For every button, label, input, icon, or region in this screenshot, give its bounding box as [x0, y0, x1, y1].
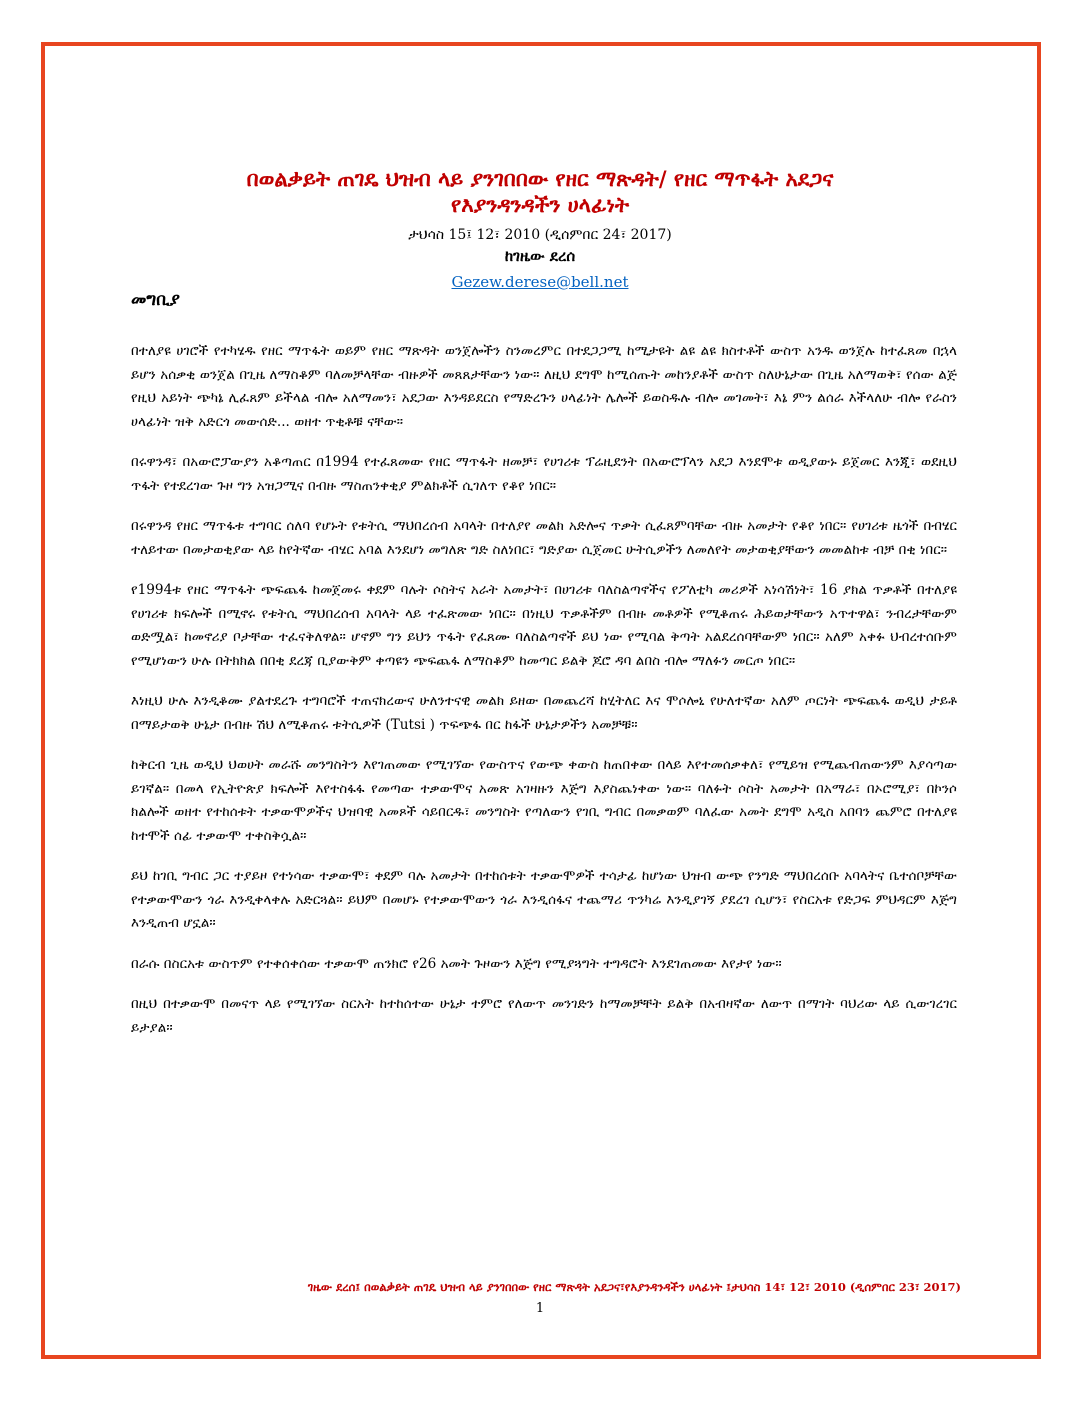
body-paragraph-7: ይህ ከገቢ ግብር ጋር ተያይዞ የተነሳው ተቃውሞ፣ ቀደም ባሉ አመታት በተከሰቱት ተቃውሞዎች ተሳታፊ ከሆነው ህዝብ ውጭ የንግድ ማህበረሰቡ አባላትና ቤተሰቦቻቸው የተቃውሞውን ጎራ እንዲቀላቀሉ አድርጓል። ይህም በመሆኑ የተቃውሞውን ጎራ እንዲሰፋና ተጨማሪ ጥንካሬ እንዲያገኝ ያደረገ ሲሆን፣ የስርአቱ የድጋፍ ምህዳርም እጅግ እንዲጠብ ሆኗል።	[131, 868, 957, 931]
document-body	[131, 340, 957, 1057]
document-date: ታህሳስ 15፤ 12፣ 2010 (ዲሰምበር 24፣ 2017)	[408, 227, 672, 243]
page-number: 1	[535, 1301, 545, 1316]
author-email-link[interactable]: Gezew.derese@bell.net	[451, 273, 629, 291]
document-author: ከገዜው ደረሰ	[504, 247, 576, 265]
document-title-line-2: የእያንዳንዳችን ሀላፊነት	[450, 192, 630, 217]
body-paragraph-8: በራሱ በስርአቱ ውስጥም የተቀሰቀሰው ተቃውሞ ጠንክሮ የ26 አመት ጉዞውን እጅግ የሚያጓግት ተግዳሮት እንደገጠመው እየታየ ነው።	[131, 955, 782, 972]
title-block	[130, 166, 950, 292]
section-heading: መግቢያ	[131, 290, 180, 310]
body-paragraph-9: በዚህ በተቃውሞ በመናጥ ላይ የሚገኘው ስርአት ከተከሰተው ሁኔታ ተምሮ የለውጥ መንገድን ከማመቻቸት ይልቅ በአብዛኛው ለውጥ በማገት ባህሪው ላይ ሲውገረገር ይታያል።	[131, 996, 957, 1036]
document-title-line-1: በወልቃይት ጠገዴ ህዝብ ላይ ያንገበበው የዘር ማጽዳት/ የዘር ማጥፋት አደጋና	[246, 166, 834, 191]
body-paragraph-4: የ1994ቱ የዘር ማጥፋት ጭፍጨፋ ከመጀመሩ ቀደም ባሉት ሶስትና አራት አመታት፣ በሀገሪቱ ባለስልጣኖችና የፖለቲካ መሪዎች አነሳሽነት፣ 16 ያክል ጥቃቶች በተለያዩ የሀገሪቱ ክፍሎች በሚኖሩ የቱትሲ ማህበረሰብ አባላት ላይ ተፈጽመው ነበር። በነዚህ ጥቃቶችም በብዙ መቶዎች የሚቆጠሩ ሕይወታቸውን አጥተዋል፣ ንብረታቸውም ወድሟል፣ ከመኖሪያ ቦታቸው ተፈናቅለዋል። ሆኖም ግን ይህን ጥፋት የፈጸሙ ባለስልጣኖች ይህ ነው የሚባል ቅጣት አልደረሰባቸውም ነበር። አለም አቀፉ ህብረተሰቡም የሚሆነውን ሁሉ በትክክል በበቂ ደረጃ ቢያውቅም ቀጣዩን ጭፍጨፋ ለማስቆም ከመጣር ይልቅ ጆሮ ዳባ ልበስ ብሎ ማለፉን መርጦ ነበር።	[131, 582, 957, 669]
body-paragraph-2: በሩዋንዳ፣ በአውሮፓውያን አቆጣጠር በ1994 የተፈጸመው የዘር ማጥፋት ዘመቻ፣ የሀገሪቱ ፕሬዚደንት በአውሮፕላን አደጋ እንደሞቱ ወዲያውኑ ይጀመር እንጂ፣ ወደዚህ ጥፋት የተደረገው ጉዞ ግን አዝጋሚና በብዙ ማስጠንቀቂያ ምልክቶች ሲገለጥ የቆየ ነበር።	[131, 454, 957, 494]
body-paragraph-6: ከቅርብ ጊዜ ወዲህ ህወሀት መራሹ መንግስትን እየገጠመው የሚገኘው የውስጥና የውጭ ቀውስ ከጠበቀው በላይ እየተመሰቃቀለ፣ የሚይዝ የሚጨብጠውንም እያሳጣው ይገኛል። በመላ የኢትዮጵያ ክፍሎች እየተስፋፋ የመጣው ተቃውሞና አመጽ አገዛዙን እጅግ እያስጨነቀው ነው። ባለፉት ሶስት አመታት በአማራ፣ በኦሮሚያ፣ በኮንሶ ክልሎች ወዘተ የተከሰቱት ተቃውሞዎችና ህዝባዊ አመጾች ሳይበርዱ፣ መንግስት የጣለውን የገቢ ግብር በመቃወም ባለፈው አመት ደግሞ አዲስ አበባን ጨምሮ በተለያዩ ከተሞች ሰፊ ተቃውሞ ተቀስቅሷል።	[131, 757, 957, 844]
body-paragraph-3: በሩዋንዳ የዘር ማጥፋቱ ተግባር ሰለባ የሆኑት የቱትሲ ማህበረሰብ አባላት በተለያየ መልክ አድሎና ጥቃት ሲፈጸምባቸው ብዙ አመታት የቆየ ነበር። የሀገሪቱ ዜጎች በብሄር ተለይተው በመታወቂያው ላይ ከየትኛው ብሄር አባል እንደሆነ መግለጽ ግድ ስለነበር፣ ግድያው ሲጀመር ሁትሲዎችን ለመለየት መታወቂያቸውን መመልከቱ ብቻ በቂ ነበር።	[131, 518, 957, 558]
page-footer: ገዜው ደረሰ፤ በወልቃይት ጠገዴ ህዝብ ላይ ያንገበበው የዘር ማጽዳት አደጋና፣የእያንዳንዳችን ሀላፊነት ፤ታህሳስ 14፣ 12፣ 2010 (ዲሰምበር 23፣ 2017)	[307, 1280, 961, 1294]
body-paragraph-1: በተለያዩ ሀገሮች የተካሄዱ የዘር ማጥፋት ወይም የዘር ማጽዳት ወንጀሎችን ስንመረምር በተደጋጋሚ ከሚታዩት ልዩ ልዩ ክስተቶች ውስጥ አንዱ ወንጀሉ ከተፈጸመ በኋላ ይሆን አሰቃቂ ወንጀል በጊዜ ለማስቆም ባለመቻላቸው ብዙዎች መጸጸታቸውን ነው። ለዚህ ደግሞ ከሚሰጡት መከንያቶች ውስጥ ስለሁኔታው በጊዜ አለማወቅ፣ የሰው ልጅ የዚህ አይነት ጭካኔ ሊፈጸም ይችላል ብሎ አለማመን፣ አደጋው እንዳይደርስ የማድረጉን ሀላፊነት ሌሎች ይወስዱሉ ብሎ መገመት፣ እኔ ምን ልሰራ እችላለሁ ብሎ የራስን ሀላፊነት ዝቅ አድርጎ መውሰድ... ወዘተ ጥቂቶቹ ናቸው።	[131, 343, 958, 430]
body-paragraph-5: እነዚህ ሁሉ እንዲቆሙ ያልተደረጉ ተግባሮች ተጠናክረውና ሁለንተናዊ መልክ ይዘው በመጨረሻ ከሂትለር እና ሞሶሎኒ የሁለተኛው አለም ጦርነት ጭፍጨፋ ወዲህ ታይቶ በማይታወቅ ሁኔታ በብዙ ሽህ ለሚቆጠሩ ቱትሲዎች (Tutsi ) ጥፍጭፋ በር ከፋች ሁኔታዎችን አመቻቹ።	[131, 693, 957, 733]
